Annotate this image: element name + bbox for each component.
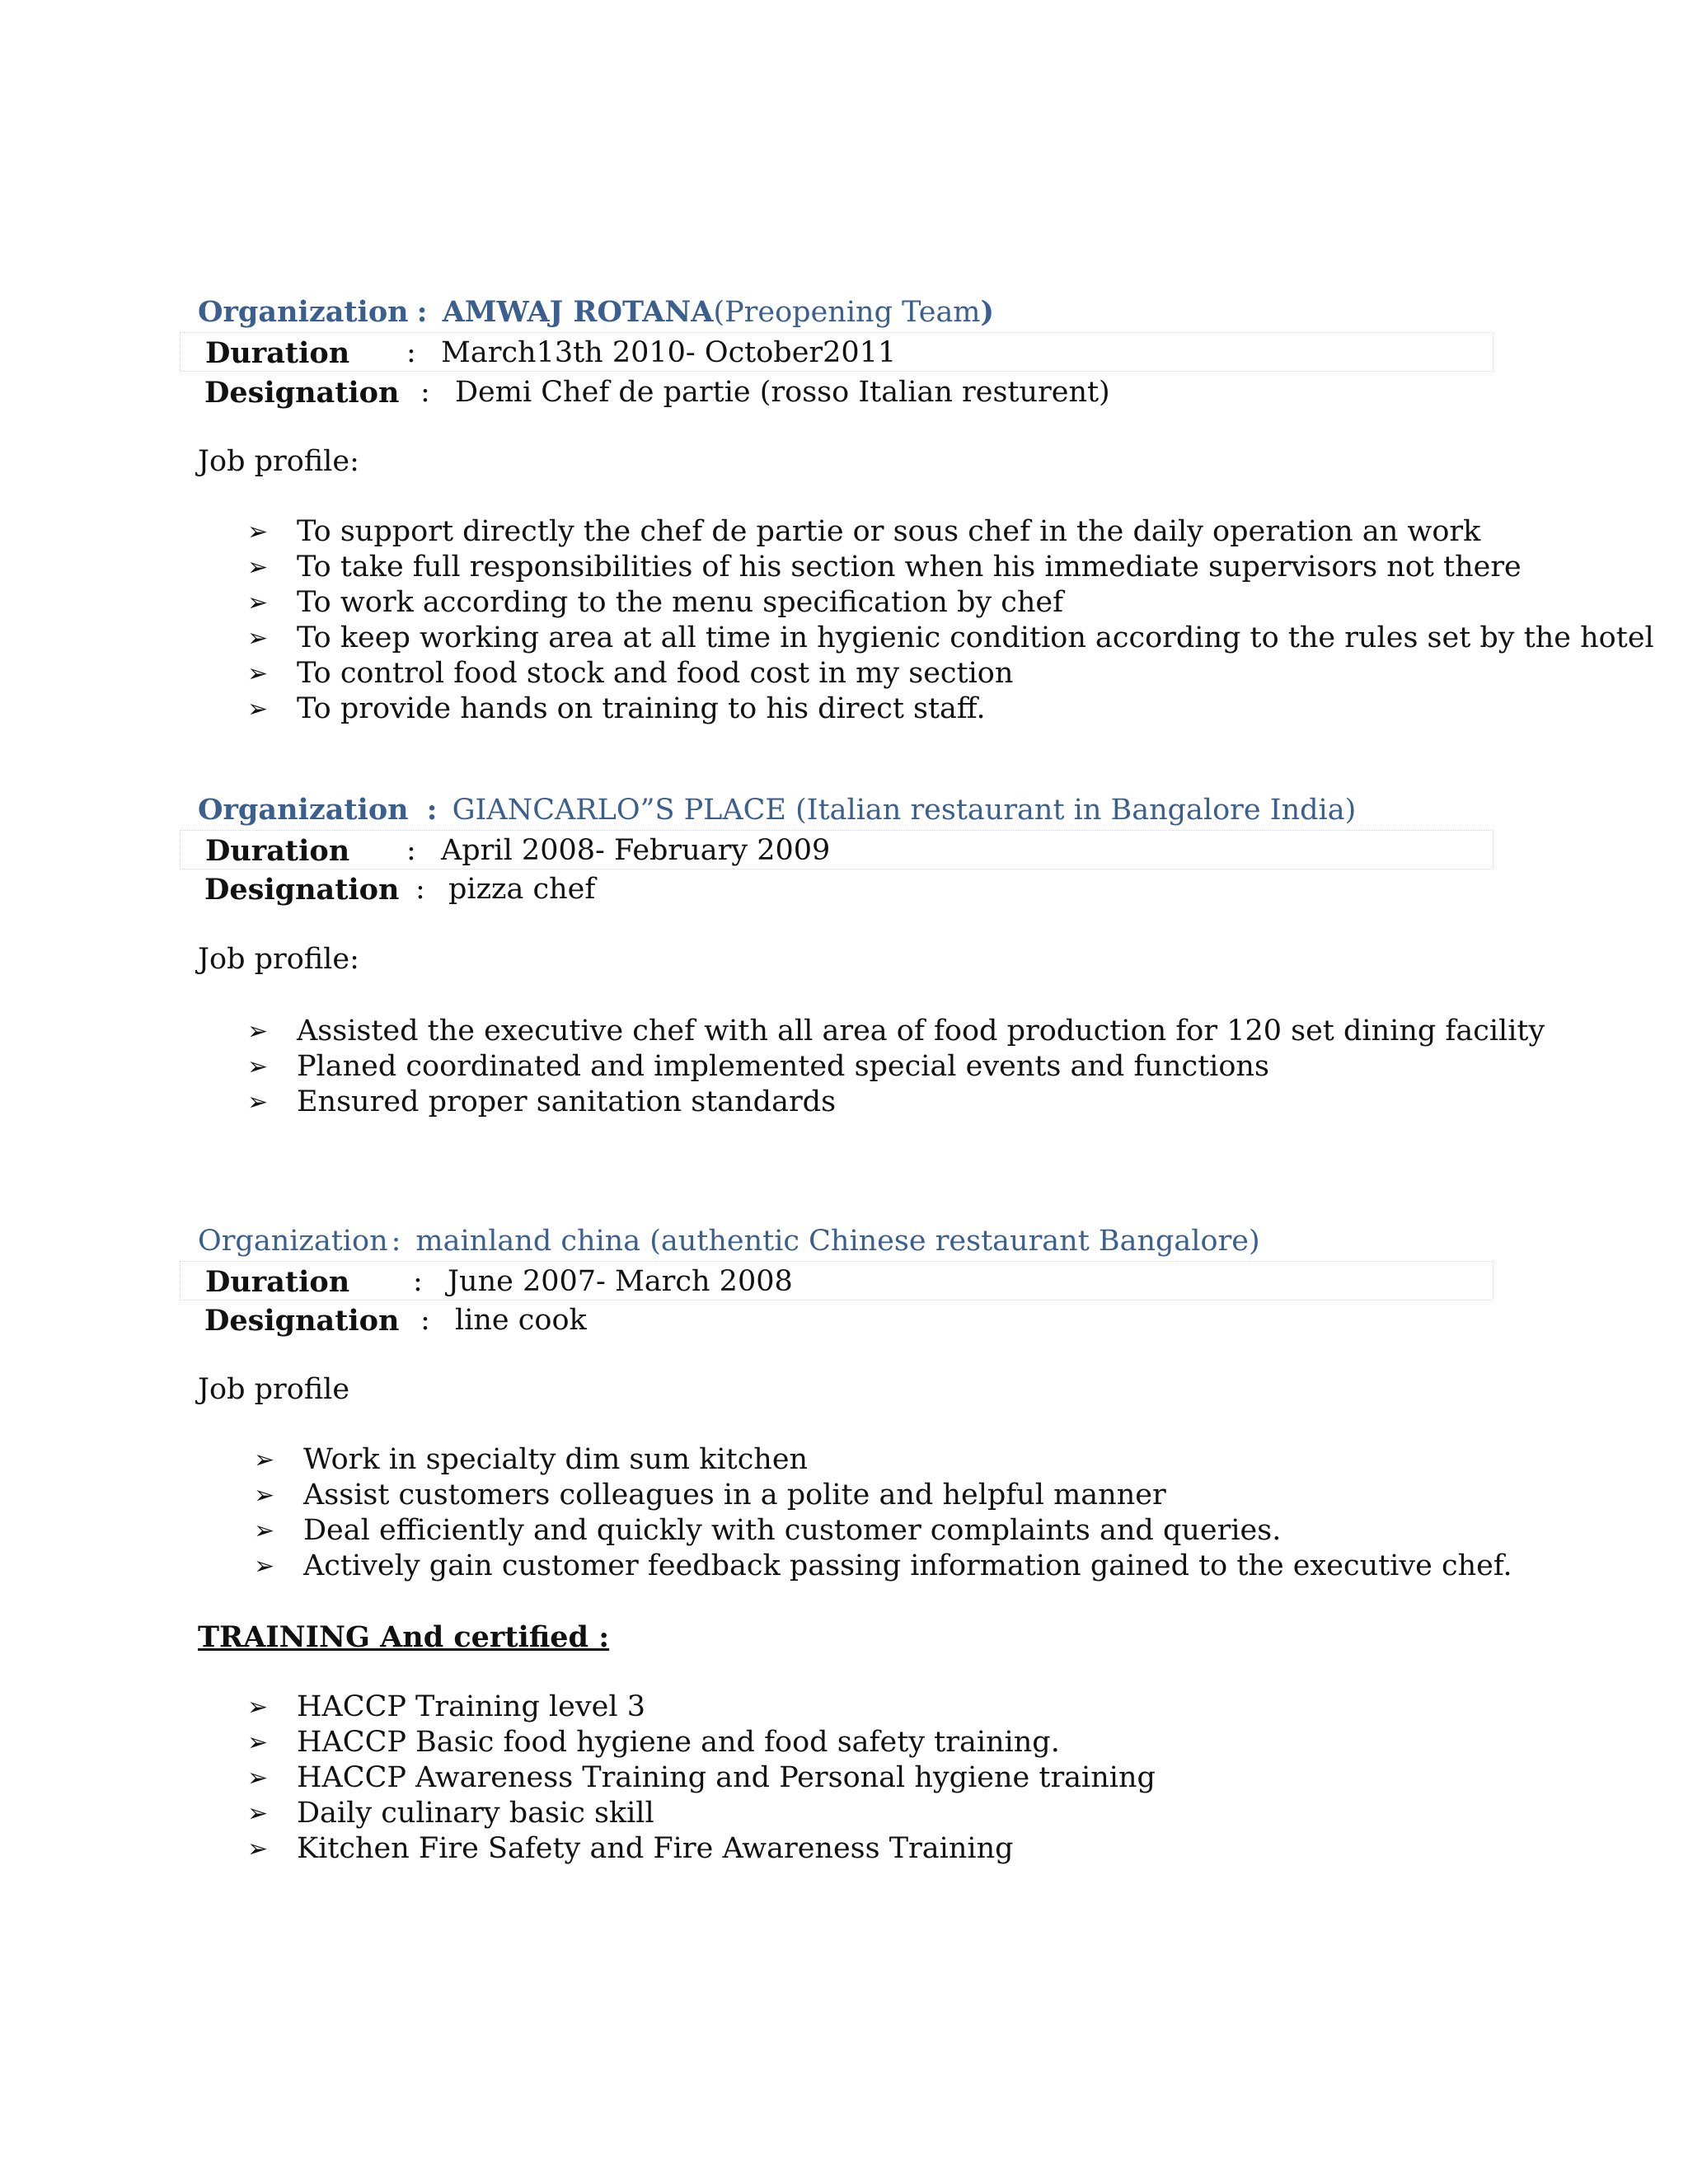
designation-value: Demi Chef de partie (rosso Italian resturent) (455, 376, 1110, 409)
job-profile-heading: Job profile (198, 1373, 350, 1406)
organization-line (198, 793, 1356, 827)
arrow-bullet-icon: ➢ (247, 1764, 269, 1793)
organization-line (198, 1225, 1260, 1258)
arrow-bullet-icon: ➢ (247, 518, 269, 546)
duration-colon: : (413, 1265, 423, 1298)
arrow-bullet-icon: ➢ (247, 1835, 269, 1863)
arrow-bullet-icon: ➢ (247, 1017, 269, 1046)
organization-separator: : (426, 793, 438, 827)
arrow-bullet-icon: ➢ (247, 588, 269, 617)
organization-separator: : (391, 1225, 401, 1258)
arrow-bullet-icon: ➢ (254, 1446, 275, 1474)
duration-colon: : (406, 336, 416, 369)
duration-row (180, 1261, 1493, 1301)
designation-colon: : (420, 1304, 430, 1337)
designation-label: Designation (204, 1304, 400, 1338)
organization-label: Organization (198, 793, 409, 827)
job-profile-heading: Job profile: (198, 943, 359, 976)
duration-label: Duration (205, 1265, 350, 1299)
arrow-bullet-icon: ➢ (247, 1052, 269, 1081)
duration-value: March13th 2010- October2011 (441, 336, 897, 369)
arrow-bullet-icon: ➢ (247, 624, 269, 653)
resume-page: Organization : AMWAJ ROTANA(Preopening Team) Duration : March13th 2010- October2011 Designation : Demi Chef de partie (rosso Italian resturent) Job profile: ➢ To support directly the chef de partie or sous chef in the daily operation an work ➢ To take full responsibilities of his section when his immediate supervisors not there ➢ To work according to the menu specification by chef ➢ To keep working area at all time in hygienic condition according to the rules set by the hotel ➢ To control food stock and food cost in my section ➢ To provide hands on training to his direct staff. Organization : GIANCARLO”S PLACE (Italian restaurant in Bangalore India) Duration : April 2008- February 2009 Designation : pizza chef Job profile: ➢ Assisted the executive chef with all area of food production for 120 set dining facility ➢ Planed coordinated and implemented special events and functions ➢ Ensured proper sanitation standards Organization : mainland china (authentic Chinese restaurant Bangalore) Duration : June 2007- March 2008 Designation : line cook Job profile ➢ Work in specialty dim sum kitchen ➢ Assist customers colleagues in a polite and helpful manner ➢ Deal efficiently and quickly with customer complaints and queries. ➢ Actively gain customer feedback passing information gained to the executive chef. TRAINING And certified : ➢ HACCP Training level 3 ➢ HACCP Basic food hygiene and food safety training. ➢ HACCP Awareness Training and Personal hygiene training ➢ Daily culinary basic skill ➢ Kitchen Fire Safety and Fire Awareness Training (0, 0, 1688, 2184)
organization-name-detail: (Preopening Team (713, 296, 981, 329)
designation-row (180, 1301, 1493, 1340)
organization-name-close: ) (980, 295, 995, 329)
organization-label: Organization (198, 295, 409, 329)
organization-line (198, 295, 994, 329)
arrow-bullet-icon: ➢ (247, 659, 269, 688)
duration-label: Duration (205, 336, 350, 370)
arrow-bullet-icon: ➢ (247, 695, 269, 724)
designation-colon: : (420, 376, 430, 409)
duration-value: April 2008- February 2009 (441, 834, 831, 867)
organization-name: AMWAJ ROTANA (442, 295, 714, 329)
designation-colon: : (415, 873, 425, 906)
duration-row (180, 332, 1493, 372)
job-profile-heading: Job profile: (198, 445, 359, 478)
arrow-bullet-icon: ➢ (254, 1552, 275, 1581)
training-heading: TRAINING And certified : (198, 1620, 610, 1654)
duration-label: Duration (205, 834, 350, 868)
duration-value: June 2007- March 2008 (448, 1265, 793, 1298)
designation-label: Designation (204, 873, 400, 907)
arrow-bullet-icon: ➢ (254, 1481, 275, 1510)
arrow-bullet-icon: ➢ (254, 1516, 275, 1545)
designation-row (180, 869, 1493, 909)
organization-name: mainland china (authentic Chinese restaurant Bangalore) (415, 1225, 1260, 1258)
designation-value: pizza chef (448, 873, 596, 906)
arrow-bullet-icon: ➢ (247, 1088, 269, 1117)
arrow-bullet-icon: ➢ (247, 553, 269, 582)
arrow-bullet-icon: ➢ (247, 1693, 269, 1722)
duration-colon: : (406, 834, 416, 867)
arrow-bullet-icon: ➢ (247, 1799, 269, 1828)
designation-label: Designation (204, 376, 400, 410)
organization-name: GIANCARLO”S PLACE (Italian restaurant in Bangalore India) (452, 794, 1357, 827)
organization-label: Organization (198, 1225, 388, 1258)
designation-value: line cook (455, 1304, 587, 1337)
designation-row (180, 373, 1493, 412)
arrow-bullet-icon: ➢ (247, 1728, 269, 1757)
organization-separator: : (416, 295, 428, 329)
duration-row (180, 830, 1493, 869)
